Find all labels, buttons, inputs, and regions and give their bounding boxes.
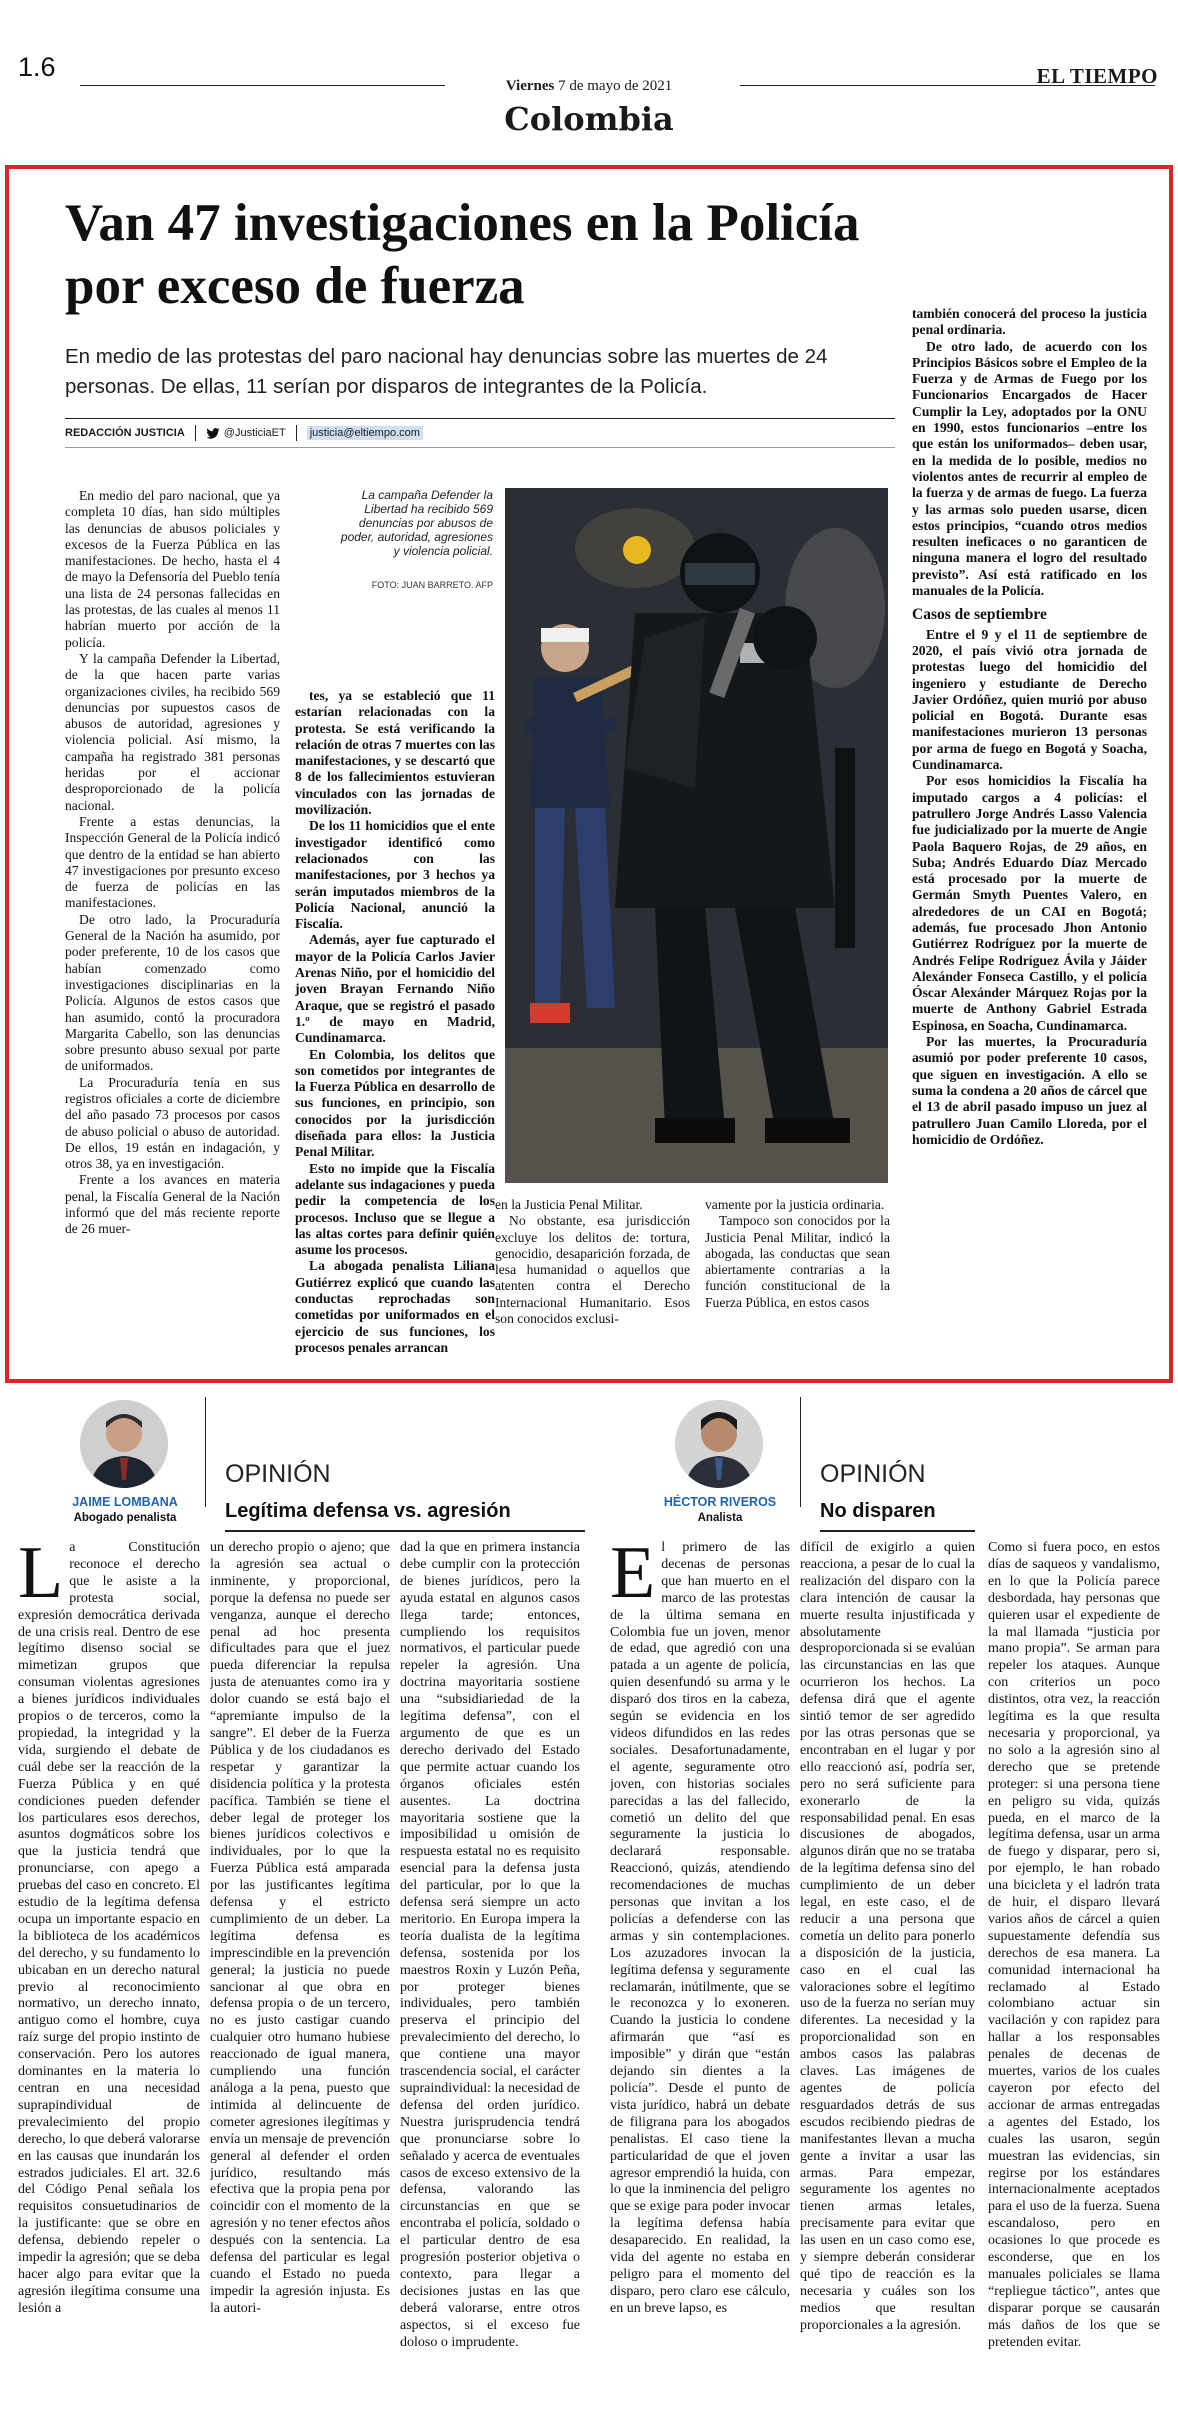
- paragraph: La abogada penalista Liliana Gutiérrez explicó que cuando las conductas reprochadas son cometidas por uniformados en el ejercicio de sus funciones, los procesos penales arrancan: [295, 1258, 495, 1355]
- issue-date-text: 7 de mayo de 2021: [558, 78, 673, 94]
- author-name: HÉCTOR RIVEROS: [663, 1495, 777, 1509]
- paragraph: a Constitución reconoce el derecho que le asiste a la protesta social, expresión democrática derivada de una crisis real. Dentro de ese legítimo disenso social se mimetizan grupos que consuman violentas agresiones a bienes jurídicos individuales propios o de terceros, como la propiedad, la integridad y la vida, surgiendo el debate de cuál debe ser la reacción de la Fuerza Pública y en qué condiciones pueden defender los particulares esos derechos, asuntos dogmáticos sobre los que la justicia tendrá que pronunciarse, con apego a pruebas del caso en concreto. El estudio de la legítima defensa ocupa un importante espacio en la biblioteca de los académicos del derecho, y su fundamento lo ubicaban en un derecho natural previo al reconocimiento normativo, un derecho innato, antiguo como el hombre, cuya raíz surge del propio instinto de conservación. Pero los autores dominantes en la materia lo centran en una necesidad suprapindividual de prevalecimiento del propio derecho, lo que deberá valorarse en las causas que inundarán los estrados judiciales. El art. 32.6 del Código Penal señala los requisitos consuetudinarios de la justificante: que se obre en defensa, debiendo repeler o impedir la agresión; que se deba hacer algo para evitar que la agresión ilegítima consume una lesión a: [18, 1540, 200, 2316]
- article-headline: Van 47 investigaciones en la Policía por exceso de fuerza: [65, 194, 860, 315]
- paragraph: De los 11 homicidios que el ente investigador identificó como relacionados con las manifestaciones, por 3 hechos ya serán imputados miembros de la Policía Nacional, anunció la Fiscalía.: [295, 818, 495, 932]
- opinion-label: OPINIÓN: [820, 1460, 926, 1488]
- author-role: Abogado penalista: [73, 1512, 177, 1524]
- byline-twitter[interactable]: [206, 427, 286, 439]
- paragraph: Y la campaña Defender la Libertad, de la que hacen parte varias organizaciones civiles, ha recibido 569 denuncias por supuestos casos de abusos de autoridad, agresiones y violencia policial. Así mismo, la campaña ha registrado 381 personas heridas por el accionar desproporcionado de la policía nacional.: [65, 650, 280, 813]
- opinion-title-rule: [225, 1530, 585, 1532]
- byline-separator: [296, 425, 297, 441]
- opinion-left-column-2: [210, 1540, 390, 2402]
- author-name: JAIME LOMBANA: [72, 1495, 178, 1509]
- article-column-2: [295, 688, 495, 1368]
- article-column-3: [495, 1197, 690, 1367]
- opinion-right-column-2: [800, 1540, 975, 2402]
- issue-date: [0, 78, 1178, 95]
- paragraph: tes, ya se estableció que 11 estarían relacionadas con la protesta. Se está verificando la relación de otras 7 muertes con las manifestaciones, y se descartó que 8 de los fallecimientos estuvieran vinculados con las jornadas de movilización.: [295, 688, 495, 818]
- paragraph: En medio del paro nacional, que ya completa 10 días, han sido múltiples las denuncias de abusos policiales y excesos de la Fuerza Pública en las manifestaciones. De hecho, hasta el 4 de mayo la Defensoría del Pueblo tenía una lista de 24 personas fallecidas en las protestas, de las cuales al menos 11 habrían muerto por acción de la policía.: [65, 488, 280, 650]
- paragraph: Tampoco son conocidos por la Justicia Penal Militar, indicó la abogada, las conductas que sean abiertamente contrarias a la función constitucional de la Fuerza Pública, en estos casos: [705, 1213, 890, 1310]
- opinion-title: No disparen: [820, 1500, 936, 1522]
- article-column-5: [912, 306, 1147, 1371]
- opinion-label: OPINIÓN: [225, 1460, 331, 1488]
- paragraph: Frente a estas denuncias, la Inspección General de la Policía indicó que dentro de la entidad se han abierto 47 investigaciones por presunto exceso de fuerza de policías en las manifestaciones.: [65, 813, 280, 911]
- byline-email[interactable]: justicia@eltiempo.com: [307, 426, 423, 440]
- paragraph: De otro lado, de acuerdo con los Principios Básicos sobre el Empleo de la Fuerza y de Armas de Fuego por los Funcionarios Encargados de Hacer Cumplir la Ley, adoptados por la ONU en 1990, estos funcionarios –entre los que están los uniformados– deben usar, en la medida de lo posible, medios no violentos antes de recurrir al empleo de la fuerza y de armas de fuego. La fuerza y las armas solo pueden usarse, dicen estos principios, “cuando otros medios resulten ineficaces o no garanticen de ninguna manera el logro del resultado previsto”. Así está ratificado en los manuales de la Policía.: [912, 338, 1147, 599]
- twitter-icon: [206, 428, 220, 439]
- author-portrait-icon: [675, 1400, 763, 1488]
- paragraph: también conocerá del proceso la justicia penal ordinaria.: [912, 306, 1147, 338]
- paragraph: l primero de las decenas de personas que han muerto en el marco de las protestas de la última semana en Colombia fue un joven, menor de edad, que agredió con una patada a un agente de policía, quien desenfundó su arma y le disparó dos tiros en la cabeza, según se evidencia en los videos difundidos en las redes sociales. Desafortunadamente, el agente, seguramente otro joven, con historias sociales parecidas a las del fallecido, cometió un delito del que seguramente la justicia lo declarará responsable. Reaccionó, quizás, atendiendo recomendaciones de muchas personas que invitan a los policías a defenderse con las armas y sin contemplaciones. Los azuzadores invocan la legítima defensa y seguramente reclamarán, inútilmente, que se le reconozca y lo exoneren. Cuando la justicia lo condene afirmarán que “así es imposible” y dirán que “están dejando sin dientes a la policía”. Desde el punto de vista jurídico, habrá un debate de filigrana para los abogados penalistas. El caso tiene la particularidad de que el joven agresor emprendió la huida, con lo que la inminencia del peligro que se exige para poder invocar la legítima defensa había desaparecido. En realidad, la vida del agente no estaba en peligro para el momento del disparo, pero claro ese cálculo, en un breve lapso, es: [610, 1540, 790, 2316]
- section-title: Colombia: [504, 100, 674, 138]
- paragraph: No obstante, esa jurisdicción excluye los delitos de: tortura, genocidio, desaparición forzada, de lesa humanidad o aquellos que atenten contra el Derecho Internacional Humanitario. Esos son conocidos exclusi-: [495, 1213, 690, 1327]
- author-role: Analista: [697, 1512, 743, 1524]
- paragraph: La Procuraduría tenía en sus registros oficiales a corte de diciembre del año pasado 73 procesos por casos de abuso policial o abuso de autoridad. De ellos, 19 están en indagación, y otros 38, ya en investigación.: [65, 1074, 280, 1172]
- paragraph: en la Justicia Penal Militar.: [495, 1197, 643, 1212]
- paragraph: dad la que en primera instancia debe cumplir con la protección de bienes jurídicos, pero la ayuda estatal en algunos casos llega tarde; entonces, cumpliendo los requisitos normativos, el particular puede repeler la agresión. Una doctrina mayoritaria sostiene una “subsidiariedad de la legítima defensa”, con el argumento de que es un derecho derivado del Estado que permite actuar cuando los órganos oficiales estén ausentes. La doctrina mayoritaria sostiene que la imposibilidad u omisión de respuesta estatal no es requisito esencial para la defensa justa del particular, por lo que la defensa será siempre un acto meritorio. En Europa impera la teoría dualista de la legítima defensa, sostenida por los maestros Roxin y Luzón Peña, por proteger bienes individuales, pero también preserva el principio del prevalecimiento del derecho, lo que contiene una mayor trascendencia social, el carácter supraindividual: la necesidad de defensa del orden jurídico. Nuestra jurisprudencia tendrá que pronunciarse sobre lo señalado y acerca de eventuales casos de exceso extensivo de la defensa, valorando las circunstancias en que se encontraba el policía, soldado o el particular dentro de esa progresión posterior objetiva o contexto, para llegar a decisiones justas en las que deberá valorarse, entre otros aspectos, si el exceso fue doloso o imprudente.: [400, 1540, 580, 2350]
- paragraph: difícil de exigirlo a quien reacciona, a pesar de lo cual la realización del disparo con la clara intención de causar la muerte resulta injustificada y absolutamente desproporcionada si se evalúan las circunstancias en las que ocurrieron los hechos. La defensa dirá que el agente sintió temor de ser agredido por las otras personas que se encontraban en el lugar y por ello reaccionó así, podría ser, pero no será suficiente para exonerarlo de la responsabilidad penal. En esas discusiones de abogados, algunos dirán que no se trataba de la legítima defensa sino del cumplimiento de un deber legal, en este caso, el de reducir a una persona que cometía un delito para ponerlo a disposición de la justicia, caso en el cual las valoraciones sobre el legítimo uso de la fuerza no serían muy diferentes. La necesidad y la proporcionalidad son en ambos casos las palabras claves. Las imágenes de agentes de policía resguardados detrás de sus escudos recibiendo piedras de manifestantes llevan a mucha gente a invitar a usar las armas. Para empezar, seguramente los agentes no tienen armas letales, precisamente para evitar que las usen en un caso como ese, y siempre deberán considerar qué tipo de reacción es la necesaria y cuáles son los medios que resultan proporcionales a la agresión.: [800, 1540, 975, 2333]
- photo-credit: FOTO: JUAN BARRETO. AFP: [371, 580, 493, 590]
- drop-cap: L: [18, 1540, 64, 1614]
- opinion-right-column-1: [610, 1540, 790, 2402]
- opinion-title: Legítima defensa vs. agresión: [225, 1500, 511, 1522]
- issue-day: Viernes: [505, 78, 555, 94]
- paragraph: vamente por la justicia ordinaria.: [705, 1197, 885, 1212]
- paragraph: Además, ayer fue capturado el mayor de la Policía Carlos Javier Arenas Niño, por el homicidio del joven Brayan Fernando Niño Araque, que se registró el pasado 1.º de mayo en Madrid, Cundinamarca.: [295, 932, 495, 1046]
- opinion-divider: [800, 1397, 801, 1507]
- opinion-left-column-3: [400, 1540, 580, 2402]
- paragraph: Entre el 9 y el 11 de septiembre de 2020, el país vivió otra jornada de protestas luego del homicidio del ingeniero y estudiante de Derecho Javier Ordóñez, quien murió por abuso policial en Bogotá. Durante esas manifestaciones murieron 13 personas por arma de fuego en Bogotá y Soacha, Cundinamarca.: [912, 626, 1147, 773]
- riot-police-photo-icon: [505, 488, 888, 1183]
- page-number: 1.6: [18, 52, 56, 82]
- paragraph: Como si fuera poco, en estos días de saqueos y vandalismo, en lo que la Policía parece desbordada, hay personas que quieren usar el expediente de la mal llamada “justicia por mano propia”. Se arman para repeler los ataques. Aunque con criterios un poco distintos, otra vez, la reacción legítima es la que resulta necesaria y proporcional, ya no solo a la agresión sino al derecho que se pretende proteger: si una persona tiene en peligro su vida, quizás pueda, en el marco de la legítima defensa, usar un arma de fuego y disparar, pero si, por ejemplo, le han robado una bicicleta y el ladrón trata de huir, el disparo llevará varios años de cárcel a quien supuestamente defendía sus derechos de esa manera. La comunidad internacional ha reclamado al Estado colombiano actuar sin vacilación y con rapidez para hallar a los responsables penales de decenas de muertes, varios de los cuales cayeron por efecto del accionar de armas entregadas a agentes del Estado, los cuales las usaron, según muestran las evidencias, sin regirse por los estándares internacionalmente aceptados para el uso de la fuerza. Suena escandaloso, pero en ocasiones lo que procede es esconderse, que en los manuales policiales se llama “repliegue táctico”, antes que disparar porque se causarán más daños de los que se pretenden evitar.: [988, 1540, 1160, 2350]
- opinion-right-column-3: [988, 1540, 1160, 2402]
- opinion-divider: [205, 1397, 206, 1507]
- byline-author: REDACCIÓN JUSTICIA: [65, 427, 185, 439]
- byline-twitter-handle: @JusticiaET: [223, 427, 286, 439]
- article-deck: En medio de las protestas del paro nacional hay denuncias sobre las muertes de 24 personas. De ellas, 11 serían por disparos de integrantes de la Policía.: [65, 345, 828, 398]
- byline: [65, 418, 895, 448]
- article-column-1: [65, 488, 280, 1368]
- paragraph: Por esos homicidios la Fiscalía ha imputado cargos a 4 policías: el patrullero Jorge Andrés Lasso Valencia fue judicializado por la muerte de Angie Paola Baquero Rojas, de 29 años, en Suba; Andrés Eduardo Díaz Mercado está procesado por la muerte de Germán Smyth Puentes Valero, en alrededores de un CAI en Bogotá; además, fue procesado Jhon Antonio Gutiérrez Rodríguez por la muerte de Andrés Felipe Rodríguez Ávila y Jáider Alexánder Fonseca Castillo, y el policía Óscar Alexánder Márquez Rojas por la muerte de Anthony Gabriel Estrada Espinosa, en Soacha, Cundinamarca.: [912, 773, 1147, 1033]
- brand-logo: EL TIEMPO: [1036, 64, 1158, 88]
- paragraph: un derecho propio o ajeno; que la agresión sea actual o inminente, y proporcional, porque la defensa no puede ser venganza, aunque el derecho penal ad hoc presenta dificultades para que el juez pueda diferenciar la repulsa justa de atenuantes como ira y dolor cuando se está bajo el “apremiante impulso de la sangre”. El deber de la Fuerza Pública y de los ciudadanos es respetar y garantizar la disidencia política y la protesta pacífica. También se tiene el deber legal de proteger los bienes jurídicos colectivos e individuales, por lo que la Fuerza Pública está amparada por las justificantes legítima defensa y el estricto cumplimiento de un deber. La legítima defensa es imprescindible en la prevención general; la justicia no puede sancionar al que obra en defensa propia o de un tercero, no es justo castigar cuando cualquier otro humano hubiese reaccionado de igual manera, cumpliendo una función análoga a la pena, puesto que intimida al delincuente de cometer agresiones ilegítimas y envía un mensaje de prevención general al defender el orden jurídico, resultando más efectiva que la propia pena por coincidir con el momento de la agresión y no tener efectos años después con la sentencia. La defensa del particular es legal cuando el Estado no pueda impedir la agresión injusta. Es la autori-: [210, 1540, 390, 2316]
- paragraph: Esto no impide que la Fiscalía adelante sus indagaciones y pueda pedir la competencia de los procesos. Incluso que se llegue a las altas cortes para definir quién asume los procesos.: [295, 1160, 495, 1258]
- byline-separator: [195, 425, 196, 441]
- opinion-left-column-1: [18, 1540, 200, 2402]
- paragraph: Frente a los avances en materia penal, la Fiscalía General de la Nación informó que del más reciente reporte de 26 muer-: [65, 1172, 280, 1237]
- opinion-title-rule: [820, 1530, 975, 1532]
- paragraph: De otro lado, la Procuraduría General de la Nación ha asumido, por poder preferente, 10 de los casos que habían comenzado como investigaciones disciplinarias en la Policía. Algunos de estos casos que han asumido, contó la procuradora Margarita Cabello, son las denuncias sobre presunto abuso sexual por parte de uniformados.: [65, 911, 280, 1074]
- avatar: [675, 1400, 763, 1488]
- paragraph: En Colombia, los delitos que son cometidos por integrantes de la Fuerza Pública en desarrollo de sus funciones, en principio, son conocidos por la jurisdicción diseñada para ellos: la Justicia Penal Militar.: [295, 1046, 495, 1160]
- article-column-4: [705, 1197, 890, 1367]
- drop-cap: E: [610, 1540, 656, 1614]
- paragraph: Por las muertes, la Procuraduría asumió por poder preferente 10 casos, que siguen en investigación. A ello se suma la condena a 20 años de cárcel que el 13 de abril pasado impuso un juez al patrullero Juan Camilo Lloreda, por el homicidio de Ordóñez.: [912, 1034, 1147, 1147]
- subheading: Casos de septiembre: [912, 606, 1047, 624]
- news-photo: [505, 488, 888, 1183]
- photo-caption: La campaña Defender la Libertad ha recibido 569 denuncias por abusos de poder, autoridad, agresiones y violencia policial.: [340, 488, 493, 558]
- avatar: [80, 1400, 168, 1488]
- author-portrait-icon: [80, 1400, 168, 1488]
